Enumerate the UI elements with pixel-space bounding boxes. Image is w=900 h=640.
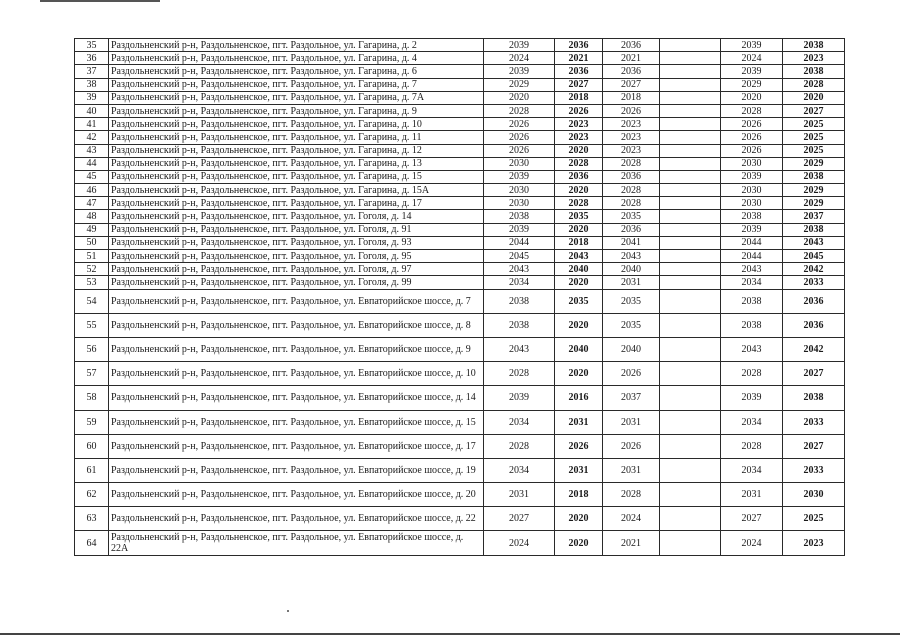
address-cell: Раздольненский р-н, Раздольненское, пгт. Раздольное, ул. Гагарина, д. 15: [109, 170, 484, 183]
year-cell-4: [660, 78, 721, 91]
table-row: [75, 65, 845, 78]
table-row: [75, 39, 845, 52]
year-cell-5: 2034: [721, 458, 783, 482]
year-cell-4: [660, 223, 721, 236]
year-cell-1: 2038: [484, 313, 555, 337]
year-cell-1: 2045: [484, 250, 555, 263]
year-cell-6: 2043: [783, 236, 845, 249]
year-cell-6: 2027: [783, 362, 845, 386]
year-cell-1: 2026: [484, 131, 555, 144]
row-number: 58: [75, 386, 109, 410]
year-cell-5: 2020: [721, 91, 783, 104]
year-cell-4: [660, 263, 721, 276]
address-cell: Раздольненский р-н, Раздольненское, пгт. Раздольное, ул. Гагарина, д. 9: [109, 104, 484, 117]
year-cell-2: 2040: [555, 337, 603, 361]
year-cell-4: [660, 104, 721, 117]
year-cell-3: 2036: [603, 170, 660, 183]
year-cell-2: 2020: [555, 362, 603, 386]
year-cell-4: [660, 386, 721, 410]
table-row: [75, 250, 845, 263]
year-cell-3: 2021: [603, 52, 660, 65]
address-cell: Раздольненский р-н, Раздольненское, пгт. Раздольное, ул. Евпаторийское шоссе, д. 17: [109, 434, 484, 458]
year-cell-4: [660, 118, 721, 131]
table-row: [75, 386, 845, 410]
row-number: 35: [75, 39, 109, 52]
year-cell-2: 2028: [555, 197, 603, 210]
year-cell-3: 2026: [603, 434, 660, 458]
year-cell-2: 2020: [555, 507, 603, 531]
year-cell-4: [660, 210, 721, 223]
year-cell-6: 2025: [783, 131, 845, 144]
year-cell-1: 2044: [484, 236, 555, 249]
table-row: [75, 531, 845, 555]
table-row: [75, 337, 845, 361]
year-cell-2: 2023: [555, 118, 603, 131]
year-cell-3: 2028: [603, 157, 660, 170]
year-cell-5: 2031: [721, 483, 783, 507]
year-cell-2: 2020: [555, 531, 603, 555]
scan-edge-line-top: [40, 0, 160, 2]
year-cell-5: 2024: [721, 531, 783, 555]
year-cell-1: 2020: [484, 91, 555, 104]
year-cell-3: 2018: [603, 91, 660, 104]
row-number: 39: [75, 91, 109, 104]
year-cell-3: 2041: [603, 236, 660, 249]
year-cell-5: 2028: [721, 362, 783, 386]
table-row: [75, 52, 845, 65]
table-row: [75, 313, 845, 337]
year-cell-3: 2040: [603, 263, 660, 276]
year-cell-3: 2031: [603, 410, 660, 434]
table-row: [75, 434, 845, 458]
year-cell-6: 2033: [783, 276, 845, 289]
address-cell: Раздольненский р-н, Раздольненское, пгт. Раздольное, ул. Гагарина, д. 7: [109, 78, 484, 91]
address-cell: Раздольненский р-н, Раздольненское, пгт. Раздольное, ул. Гагарина, д. 13: [109, 157, 484, 170]
address-cell: Раздольненский р-н, Раздольненское, пгт. Раздольное, ул. Гагарина, д. 11: [109, 131, 484, 144]
year-cell-3: 2031: [603, 458, 660, 482]
year-cell-3: 2023: [603, 131, 660, 144]
year-cell-4: [660, 483, 721, 507]
address-cell: Раздольненский р-н, Раздольненское, пгт. Раздольное, ул. Гоголя, д. 95: [109, 250, 484, 263]
year-cell-1: 2024: [484, 52, 555, 65]
table-row: [75, 91, 845, 104]
year-cell-2: 2020: [555, 184, 603, 197]
row-number: 43: [75, 144, 109, 157]
year-cell-1: 2039: [484, 39, 555, 52]
year-cell-3: 2028: [603, 197, 660, 210]
year-cell-6: 2029: [783, 184, 845, 197]
year-cell-6: 2036: [783, 289, 845, 313]
year-cell-2: 2031: [555, 458, 603, 482]
row-number: 59: [75, 410, 109, 434]
table-row: [75, 131, 845, 144]
year-cell-6: 2042: [783, 337, 845, 361]
year-cell-2: 2020: [555, 144, 603, 157]
year-cell-4: [660, 434, 721, 458]
row-number: 63: [75, 507, 109, 531]
year-cell-5: 2026: [721, 144, 783, 157]
scan-edge-line-bottom: [0, 633, 900, 635]
address-cell: Раздольненский р-н, Раздольненское, пгт. Раздольное, ул. Гоголя, д. 99: [109, 276, 484, 289]
table-row: [75, 157, 845, 170]
year-cell-5: 2043: [721, 337, 783, 361]
year-cell-3: 2023: [603, 118, 660, 131]
year-cell-4: [660, 65, 721, 78]
year-cell-4: [660, 507, 721, 531]
row-number: 64: [75, 531, 109, 555]
address-cell: Раздольненский р-н, Раздольненское, пгт. Раздольное, ул. Евпаторийское шоссе, д. 8: [109, 313, 484, 337]
year-cell-6: 2023: [783, 52, 845, 65]
row-number: 37: [75, 65, 109, 78]
year-cell-5: 2034: [721, 276, 783, 289]
year-cell-1: 2039: [484, 386, 555, 410]
year-cell-5: 2028: [721, 104, 783, 117]
year-cell-2: 2020: [555, 313, 603, 337]
row-number: 36: [75, 52, 109, 65]
year-cell-2: 2040: [555, 263, 603, 276]
year-cell-6: 2033: [783, 458, 845, 482]
address-cell: Раздольненский р-н, Раздольненское, пгт. Раздольное, ул. Гагарина, д. 6: [109, 65, 484, 78]
address-cell: Раздольненский р-н, Раздольненское, пгт. Раздольное, ул. Гагарина, д. 15А: [109, 184, 484, 197]
year-cell-1: 2027: [484, 507, 555, 531]
address-cell: Раздольненский р-н, Раздольненское, пгт. Раздольное, ул. Евпаторийское шоссе, д. 20: [109, 483, 484, 507]
year-cell-5: 2034: [721, 410, 783, 434]
year-cell-2: 2043: [555, 250, 603, 263]
year-cell-2: 2016: [555, 386, 603, 410]
year-cell-3: 2023: [603, 144, 660, 157]
address-cell: Раздольненский р-н, Раздольненское, пгт. Раздольное, ул. Евпаторийское шоссе, д. 10: [109, 362, 484, 386]
year-cell-5: 2039: [721, 223, 783, 236]
scan-speck: [287, 610, 289, 612]
year-cell-2: 2021: [555, 52, 603, 65]
year-cell-1: 2028: [484, 104, 555, 117]
table-row: [75, 104, 845, 117]
row-number: 46: [75, 184, 109, 197]
year-cell-3: 2024: [603, 507, 660, 531]
year-cell-5: 2030: [721, 157, 783, 170]
year-cell-1: 2034: [484, 458, 555, 482]
year-cell-3: 2037: [603, 386, 660, 410]
address-cell: Раздольненский р-н, Раздольненское, пгт. Раздольное, ул. Гоголя, д. 14: [109, 210, 484, 223]
year-cell-4: [660, 197, 721, 210]
year-cell-4: [660, 531, 721, 555]
year-cell-1: 2030: [484, 184, 555, 197]
address-cell: Раздольненский р-н, Раздольненское, пгт. Раздольное, ул. Гагарина, д. 7А: [109, 91, 484, 104]
year-cell-6: 2033: [783, 410, 845, 434]
year-cell-5: 2027: [721, 507, 783, 531]
table-row: [75, 197, 845, 210]
year-cell-1: 2028: [484, 434, 555, 458]
year-cell-6: 2020: [783, 91, 845, 104]
year-cell-1: 2029: [484, 78, 555, 91]
year-cell-4: [660, 91, 721, 104]
year-cell-2: 2018: [555, 483, 603, 507]
year-cell-6: 2029: [783, 157, 845, 170]
year-cell-6: 2036: [783, 313, 845, 337]
year-cell-4: [660, 362, 721, 386]
year-cell-6: 2025: [783, 507, 845, 531]
row-number: 57: [75, 362, 109, 386]
year-cell-5: 2030: [721, 197, 783, 210]
year-cell-1: 2039: [484, 170, 555, 183]
row-number: 47: [75, 197, 109, 210]
year-cell-4: [660, 337, 721, 361]
year-cell-4: [660, 250, 721, 263]
year-cell-4: [660, 170, 721, 183]
year-cell-1: 2034: [484, 276, 555, 289]
address-cell: Раздольненский р-н, Раздольненское, пгт. Раздольное, ул. Евпаторийское шоссе, д. 22: [109, 507, 484, 531]
year-cell-1: 2039: [484, 223, 555, 236]
year-cell-6: 2038: [783, 386, 845, 410]
row-number: 44: [75, 157, 109, 170]
address-cell: Раздольненский р-н, Раздольненское, пгт. Раздольное, ул. Евпаторийское шоссе, д. 15: [109, 410, 484, 434]
year-cell-5: 2039: [721, 386, 783, 410]
row-number: 56: [75, 337, 109, 361]
year-cell-6: 2042: [783, 263, 845, 276]
year-cell-2: 2020: [555, 223, 603, 236]
table-row: [75, 289, 845, 313]
row-number: 53: [75, 276, 109, 289]
year-cell-1: 2026: [484, 118, 555, 131]
year-cell-4: [660, 313, 721, 337]
year-cell-3: 2026: [603, 104, 660, 117]
year-cell-5: 2044: [721, 236, 783, 249]
year-cell-5: 2038: [721, 210, 783, 223]
address-cell: Раздольненский р-н, Раздольненское, пгт. Раздольное, ул. Евпаторийское шоссе, д. 14: [109, 386, 484, 410]
address-cell: Раздольненский р-н, Раздольненское, пгт. Раздольное, ул. Евпаторийское шоссе, д. 9: [109, 337, 484, 361]
year-cell-3: 2028: [603, 184, 660, 197]
year-cell-6: 2029: [783, 197, 845, 210]
year-cell-1: 2043: [484, 263, 555, 276]
year-cell-1: 2026: [484, 144, 555, 157]
year-cell-2: 2028: [555, 157, 603, 170]
year-cell-6: 2037: [783, 210, 845, 223]
row-number: 52: [75, 263, 109, 276]
year-cell-4: [660, 289, 721, 313]
year-cell-4: [660, 236, 721, 249]
year-cell-3: 2031: [603, 276, 660, 289]
row-number: 40: [75, 104, 109, 117]
row-number: 41: [75, 118, 109, 131]
row-number: 38: [75, 78, 109, 91]
table-row: [75, 236, 845, 249]
year-cell-3: 2026: [603, 362, 660, 386]
table-row: [75, 507, 845, 531]
table-row: [75, 458, 845, 482]
row-number: 42: [75, 131, 109, 144]
table-row: [75, 78, 845, 91]
address-cell: Раздольненский р-н, Раздольненское, пгт. Раздольное, ул. Гоголя, д. 91: [109, 223, 484, 236]
year-cell-2: 2031: [555, 410, 603, 434]
year-cell-6: 2025: [783, 144, 845, 157]
year-cell-1: 2028: [484, 362, 555, 386]
year-cell-2: 2023: [555, 131, 603, 144]
year-cell-4: [660, 458, 721, 482]
year-cell-4: [660, 52, 721, 65]
row-number: 45: [75, 170, 109, 183]
address-cell: Раздольненский р-н, Раздольненское, пгт. Раздольное, ул. Гагарина, д. 2: [109, 39, 484, 52]
address-cell: Раздольненский р-н, Раздольненское, пгт. Раздольное, ул. Гагарина, д. 12: [109, 144, 484, 157]
year-cell-5: 2044: [721, 250, 783, 263]
year-cell-5: 2038: [721, 313, 783, 337]
year-cell-4: [660, 276, 721, 289]
year-cell-3: 2028: [603, 483, 660, 507]
year-cell-3: 2027: [603, 78, 660, 91]
year-cell-3: 2035: [603, 313, 660, 337]
table-row: [75, 483, 845, 507]
year-cell-5: 2026: [721, 118, 783, 131]
row-number: 55: [75, 313, 109, 337]
table-row: [75, 118, 845, 131]
year-cell-6: 2038: [783, 170, 845, 183]
year-cell-5: 2029: [721, 78, 783, 91]
year-cell-5: 2039: [721, 39, 783, 52]
year-cell-3: 2043: [603, 250, 660, 263]
year-cell-2: 2036: [555, 39, 603, 52]
row-number: 51: [75, 250, 109, 263]
year-cell-4: [660, 157, 721, 170]
year-cell-1: 2038: [484, 210, 555, 223]
table-row: [75, 184, 845, 197]
year-cell-4: [660, 410, 721, 434]
year-cell-6: 2027: [783, 434, 845, 458]
address-cell: Раздольненский р-н, Раздольненское, пгт. Раздольное, ул. Гагарина, д. 10: [109, 118, 484, 131]
year-cell-2: 2036: [555, 170, 603, 183]
year-cell-6: 2038: [783, 39, 845, 52]
year-cell-1: 2038: [484, 289, 555, 313]
row-number: 54: [75, 289, 109, 313]
year-cell-5: 2028: [721, 434, 783, 458]
year-cell-2: 2026: [555, 104, 603, 117]
year-cell-3: 2040: [603, 337, 660, 361]
table-row: [75, 276, 845, 289]
year-cell-1: 2031: [484, 483, 555, 507]
year-cell-1: 2034: [484, 410, 555, 434]
year-cell-2: 2036: [555, 65, 603, 78]
year-cell-6: 2030: [783, 483, 845, 507]
table-row: [75, 223, 845, 236]
year-cell-1: 2043: [484, 337, 555, 361]
year-cell-5: 2024: [721, 52, 783, 65]
year-cell-4: [660, 184, 721, 197]
year-cell-1: 2030: [484, 157, 555, 170]
year-cell-2: 2027: [555, 78, 603, 91]
year-cell-6: 2027: [783, 104, 845, 117]
address-cell: Раздольненский р-н, Раздольненское, пгт. Раздольное, ул. Евпаторийское шоссе, д. 22А: [109, 531, 484, 555]
year-cell-6: 2045: [783, 250, 845, 263]
year-cell-5: 2039: [721, 170, 783, 183]
address-cell: Раздольненский р-н, Раздольненское, пгт. Раздольное, ул. Гагарина, д. 4: [109, 52, 484, 65]
year-cell-6: 2038: [783, 223, 845, 236]
address-cell: Раздольненский р-н, Раздольненское, пгт. Раздольное, ул. Евпаторийское шоссе, д. 19: [109, 458, 484, 482]
year-cell-2: 2018: [555, 91, 603, 104]
year-cell-5: 2039: [721, 65, 783, 78]
year-cell-3: 2035: [603, 289, 660, 313]
year-cell-5: 2038: [721, 289, 783, 313]
year-cell-4: [660, 144, 721, 157]
row-number: 62: [75, 483, 109, 507]
year-cell-2: 2020: [555, 276, 603, 289]
year-cell-6: 2028: [783, 78, 845, 91]
year-cell-6: 2023: [783, 531, 845, 555]
address-cell: Раздольненский р-н, Раздольненское, пгт. Раздольное, ул. Евпаторийское шоссе, д. 7: [109, 289, 484, 313]
row-number: 50: [75, 236, 109, 249]
year-cell-6: 2038: [783, 65, 845, 78]
row-number: 49: [75, 223, 109, 236]
year-cell-5: 2030: [721, 184, 783, 197]
table-body: [75, 39, 845, 556]
year-cell-3: 2036: [603, 65, 660, 78]
year-cell-3: 2036: [603, 223, 660, 236]
address-cell: Раздольненский р-н, Раздольненское, пгт. Раздольное, ул. Гагарина, д. 17: [109, 197, 484, 210]
year-cell-3: 2036: [603, 39, 660, 52]
year-cell-5: 2026: [721, 131, 783, 144]
year-cell-1: 2030: [484, 197, 555, 210]
year-cell-6: 2025: [783, 118, 845, 131]
row-number: 61: [75, 458, 109, 482]
table-row: [75, 362, 845, 386]
table-row: [75, 144, 845, 157]
year-cell-2: 2035: [555, 289, 603, 313]
year-cell-4: [660, 131, 721, 144]
row-number: 48: [75, 210, 109, 223]
address-cell: Раздольненский р-н, Раздольненское, пгт. Раздольное, ул. Гоголя, д. 97: [109, 263, 484, 276]
table-row: [75, 210, 845, 223]
row-number: 60: [75, 434, 109, 458]
year-cell-2: 2026: [555, 434, 603, 458]
address-cell: Раздольненский р-н, Раздольненское, пгт. Раздольное, ул. Гоголя, д. 93: [109, 236, 484, 249]
year-cell-2: 2035: [555, 210, 603, 223]
year-cell-3: 2021: [603, 531, 660, 555]
year-cell-3: 2035: [603, 210, 660, 223]
year-cell-4: [660, 39, 721, 52]
table-row: [75, 170, 845, 183]
year-cell-5: 2043: [721, 263, 783, 276]
table-row: [75, 410, 845, 434]
table-row: [75, 263, 845, 276]
year-cell-1: 2024: [484, 531, 555, 555]
year-cell-1: 2039: [484, 65, 555, 78]
housing-repair-schedule-table: [74, 38, 845, 556]
year-cell-2: 2018: [555, 236, 603, 249]
